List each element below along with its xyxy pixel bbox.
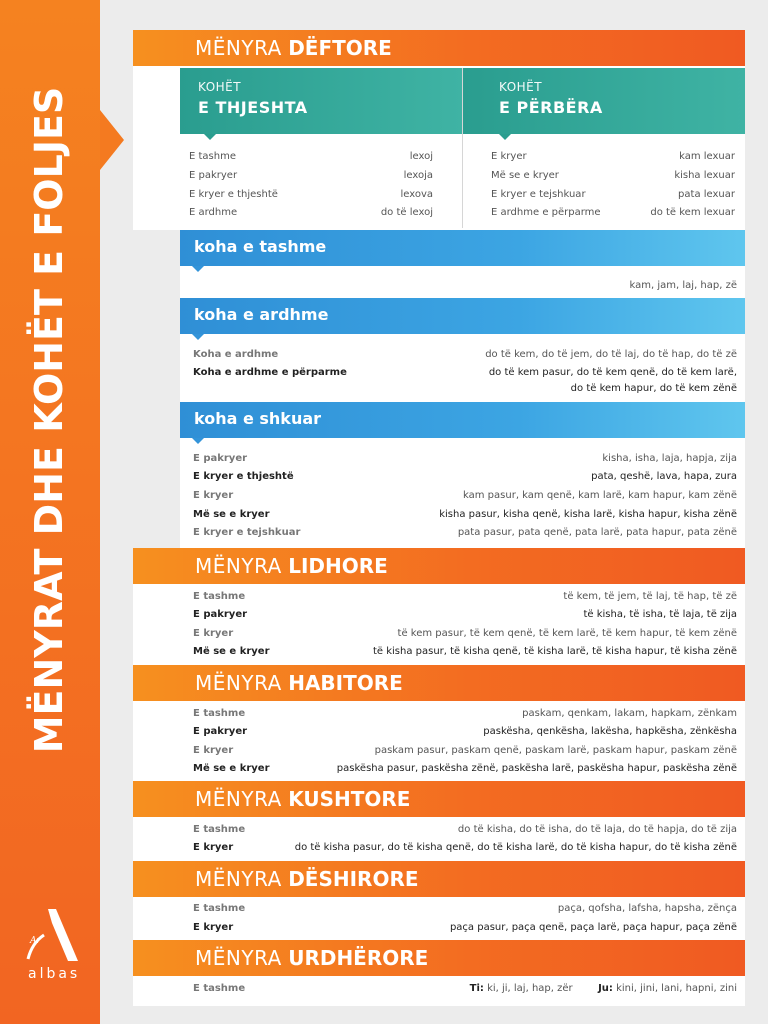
section-header-habitore (133, 665, 745, 701)
row-label: E tashme (193, 824, 246, 835)
row-value: do të kem hapur, do të kem zënë (570, 383, 737, 394)
list-item (193, 606, 737, 624)
list-item (193, 742, 737, 760)
list-item (193, 588, 737, 606)
header-name: HABITORE (288, 671, 403, 695)
subheader-koha-shkuar (180, 402, 745, 438)
row-label: E kryer e tejshkuar (193, 527, 301, 538)
side-banner-arrow (100, 110, 124, 170)
list-item (193, 625, 737, 643)
row-label: E tashme (193, 591, 246, 602)
simple-big-label: E THJESHTA (198, 98, 308, 117)
row-label: E pakryer (189, 170, 238, 181)
row-label: E tashme (189, 151, 236, 162)
row-label: E kryer e thjeshtë (189, 189, 278, 200)
row-label: Më se e kryer (193, 509, 270, 520)
list-item (189, 204, 433, 222)
row-label: Më se e kryer (193, 763, 270, 774)
compound-tenses-box (463, 68, 745, 134)
header-tab (204, 134, 216, 140)
row-label: E kryer (193, 745, 234, 756)
header-name: DËSHIRORE (288, 867, 419, 891)
simple-small-label: KOHËT (198, 80, 242, 94)
header-tab (192, 438, 204, 444)
compound-small-label: KOHËT (499, 80, 543, 94)
row-value: të kem pasur, të kem qenë, të kem larë, të kem hapur, të kem zënë (397, 628, 737, 639)
svg-text:Ar: Ar (30, 936, 41, 946)
header-name: LIDHORE (288, 554, 388, 578)
header-prefix: MËNYRA (195, 946, 282, 970)
subheader-koha-ardhme (180, 298, 745, 334)
row-value: kam, jam, laj, hap, zë (629, 280, 737, 291)
header-name: DËFTORE (288, 36, 392, 60)
list-item (491, 186, 735, 204)
row-value: paskësha pasur, paskësha zënë, paskësha larë, paskësha hapur, paskësha zënë (336, 763, 737, 774)
ju-value: kini, jini, lani, hapni, zini (616, 983, 737, 994)
section-header-lidhore (133, 548, 745, 584)
list-item (189, 186, 433, 204)
list-item (193, 643, 737, 661)
subheader-title: koha e ardhme (194, 305, 329, 324)
row-value: do të kem lexuar (650, 207, 735, 218)
section-header-urdherore (133, 940, 745, 976)
section-header-deshirore (133, 861, 745, 897)
list-item (193, 277, 737, 295)
row-label: E ardhme (189, 207, 238, 218)
row-label: Më se e kryer (491, 170, 559, 181)
header-tab (192, 266, 204, 272)
row-value: paça, qofsha, lafsha, hapsha, zënça (557, 903, 737, 914)
list-item (491, 167, 735, 185)
row-label: E kryer (193, 490, 234, 501)
list-item (193, 919, 737, 937)
subheader-koha-tashme (180, 230, 745, 266)
row-value: pata, qeshë, lava, hapa, zura (591, 471, 737, 482)
row-value: kam pasur, kam qenë, kam larë, kam hapur, kam zënë (463, 490, 737, 501)
section-header-deftore (133, 30, 745, 66)
row-label: E pakryer (193, 453, 248, 464)
header-prefix: MËNYRA (195, 787, 282, 811)
header-name: KUSHTORE (288, 787, 411, 811)
row-value: do të kem, do të jem, do të laj, do të hap, do të zë (485, 349, 737, 360)
list-item (189, 148, 433, 166)
row-value: kisha pasur, kisha qenë, kisha larë, kisha hapur, kisha zënë (439, 509, 737, 520)
header-prefix: MËNYRA (195, 554, 282, 578)
row-label: Më se e kryer (193, 646, 270, 657)
row-label: E kryer (193, 842, 234, 853)
row-label: E kryer e thjeshtë (193, 471, 294, 482)
list-item (491, 204, 735, 222)
list-item (193, 760, 737, 778)
row-label: E tashme (193, 708, 246, 719)
row-value (470, 980, 737, 998)
row-value: lexoja (403, 170, 433, 181)
row-value: kisha, isha, laja, hapja, zija (602, 453, 737, 464)
header-name: URDHËRORE (288, 946, 429, 970)
side-title: MËNYRAT DHE KOHËT E FOLJES (27, 86, 71, 754)
subheader-title: koha e shkuar (194, 409, 322, 428)
row-value: kam lexuar (679, 151, 735, 162)
row-value: paskam pasur, paskam qenë, paskam larë, paskam hapur, paskam zënë (374, 745, 737, 756)
row-value: do të kisha, do të isha, do të laja, do të hapja, do të zija (457, 824, 737, 835)
compound-big-label: E PËRBËRA (499, 98, 603, 117)
row-label: E kryer (193, 628, 234, 639)
list-item (193, 705, 737, 723)
albas-logo-icon (22, 905, 82, 965)
logo-text: albas (28, 966, 81, 982)
header-prefix: MËNYRA (195, 36, 282, 60)
row-value: të kisha, të isha, të laja, të zija (583, 609, 737, 620)
ti-value: ki, ji, laj, hap, zër (487, 983, 573, 994)
row-label: E tashme (193, 903, 246, 914)
header-prefix: MËNYRA (195, 671, 282, 695)
list-item (193, 821, 737, 839)
list-item (193, 900, 737, 918)
ju-label: Ju: (598, 983, 613, 994)
header-prefix: MËNYRA (195, 867, 282, 891)
row-value: lexova (400, 189, 433, 200)
ti-label: Ti: (469, 983, 484, 994)
list-item (491, 148, 735, 166)
list-item (193, 839, 737, 857)
header-tab (192, 334, 204, 340)
row-value: paça pasur, paça qenë, paça larë, paça hapur, paça zënë (449, 922, 737, 933)
row-label: Koha e ardhme (193, 349, 279, 360)
subheader-title: koha e tashme (194, 237, 327, 256)
row-value: të kisha pasur, të kisha qenë, të kisha larë, të kisha hapur, të kisha zënë (372, 646, 737, 657)
header-tab (499, 134, 511, 140)
list-item (193, 980, 737, 998)
row-value: të kem, të jem, të laj, të hap, të zë (563, 591, 737, 602)
row-label: Koha e ardhme e përparme (193, 367, 347, 378)
row-value: pata pasur, pata qenë, pata larë, pata hapur, pata zënë (457, 527, 737, 538)
list-item (193, 450, 737, 468)
list-item (193, 506, 737, 524)
row-value: do të kisha pasur, do të kisha qenë, do të kisha larë, do të kisha hapur, do të kisha zënë (294, 842, 737, 853)
row-value: do të lexoj (380, 207, 433, 218)
list-item (193, 346, 737, 364)
list-item (193, 723, 737, 741)
row-value: paskam, qenkam, lakam, hapkam, zënkam (522, 708, 737, 719)
row-value: do të kem pasur, do të kem qenë, do të kem larë, (488, 367, 737, 378)
row-label: E tashme (193, 983, 246, 994)
row-label: E kryer (193, 922, 234, 933)
row-value: kisha lexuar (674, 170, 735, 181)
row-label: E pakryer (193, 609, 248, 620)
list-item (193, 468, 737, 486)
row-value: pata lexuar (678, 189, 735, 200)
list-item (193, 487, 737, 505)
row-label: E pakryer (193, 726, 248, 737)
row-value: lexoj (409, 151, 433, 162)
column-divider (462, 68, 463, 228)
simple-tenses-box (180, 68, 462, 134)
list-item (193, 524, 737, 542)
row-value: paskësha, qenkësha, lakësha, hapkësha, zënkësha (483, 726, 737, 737)
list-item (193, 380, 737, 398)
row-label: E kryer (491, 151, 527, 162)
row-label: E kryer e tejshkuar (491, 189, 586, 200)
list-item (189, 167, 433, 185)
row-label: E ardhme e përparme (491, 207, 601, 218)
section-header-kushtore (133, 781, 745, 817)
